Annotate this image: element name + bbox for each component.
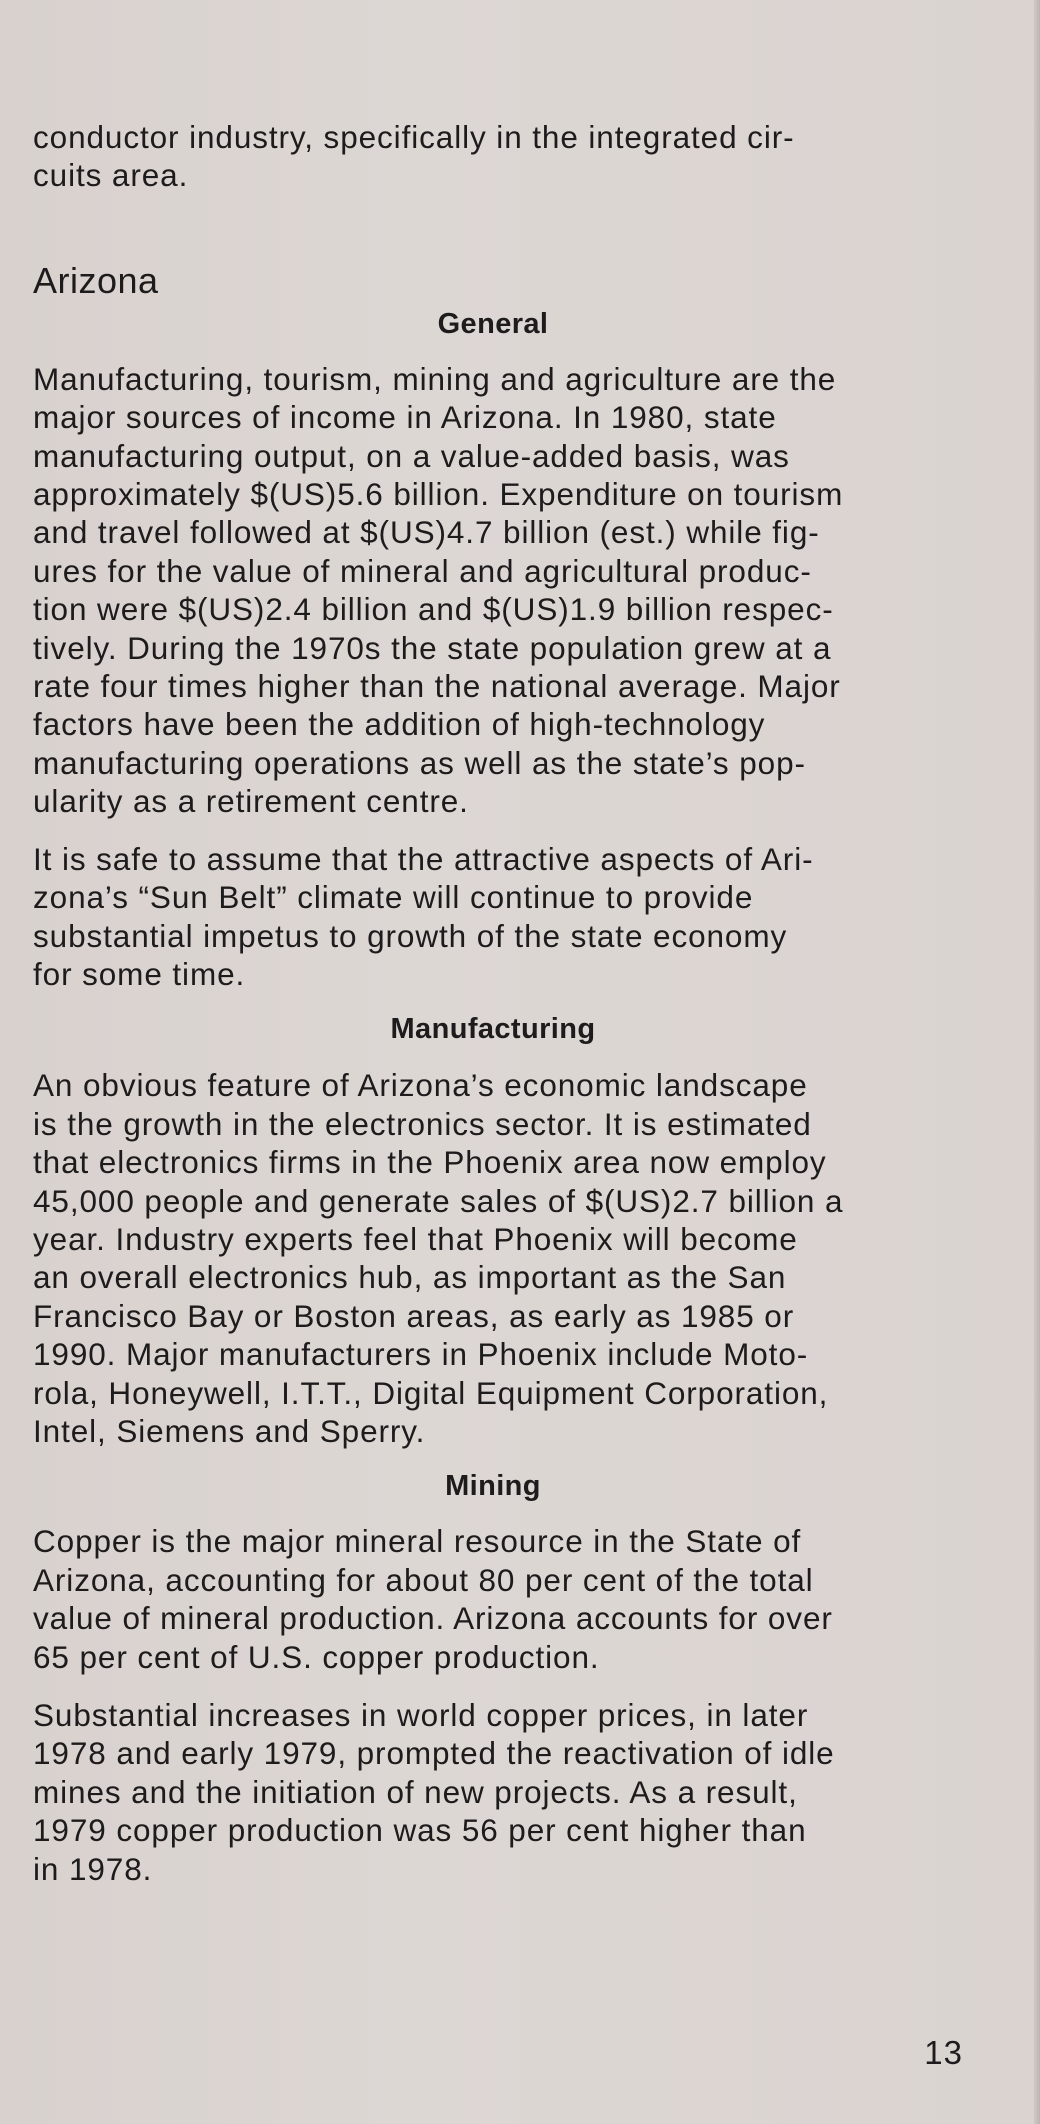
mining-paragraph-2: Substantial increases in world copper prices, in later 1978 and early 1979, prompted the reactivation of idle mines and the initiation of new projects. As a result, 1979 copper production was 56 per cent higher than in 1978. <box>33 1697 835 1887</box>
page-number: 13 <box>924 2034 963 2071</box>
heading-manufacturing: Manufacturing <box>390 1013 596 1046</box>
general-paragraph-2: It is safe to assume that the attractive aspects of Ari- zona’s “Sun Belt” climate will continue to provide substantial impetus to growth of the state economy for some time. <box>33 840 814 992</box>
page-body <box>33 118 953 1888</box>
heading-general: General <box>437 307 549 340</box>
heading-mining: Mining <box>445 1470 541 1503</box>
intro-paragraph: conductor industry, specifically in the integrated cir- cuits area. <box>33 119 795 194</box>
page-edge <box>1034 0 1040 2124</box>
general-paragraph-1: Manufacturing, tourism, mining and agriculture are the major sources of income in Arizona. In 1980, state manufacturing output, on a value-added basis, was approximately $(US)5.6 billion. Expenditure on tourism and travel followed at $(US)4.7 billion (est.) while fig- ures for the value of mineral and agricultural produc- tion were $(US)2.4 billion and $(US)1.9 billion respec- tively. During the 1970s the state population grew at a rate four times higher than the national average. Major factors have been the addition of high-technology manufacturing operations as well as the state’s pop- ularity as a retirement centre. <box>33 360 844 820</box>
section-title-arizona: Arizona <box>33 259 159 301</box>
manufacturing-paragraph-1: An obvious feature of Arizona’s economic landscape is the growth in the electronics sector. It is estimated that electronics firms in the Phoenix area now employ 45,000 people and generate sales of $(US)2.7 billion a year. Industry experts feel that Phoenix will become an overall electronics hub, as important as the San Francisco Bay or Boston areas, as early as 1985 or 1990. Major manufacturers in Phoenix include Moto- rola, Honeywell, I.T.T., Digital Equipment Corporation, Intel, Siemens and Sperry. <box>33 1067 844 1449</box>
mining-paragraph-1: Copper is the major mineral resource in the State of Arizona, accounting for about 80 per cent of the total value of mineral production. Arizona accounts for over 65 per cent of U.S. copper production. <box>33 1523 833 1675</box>
